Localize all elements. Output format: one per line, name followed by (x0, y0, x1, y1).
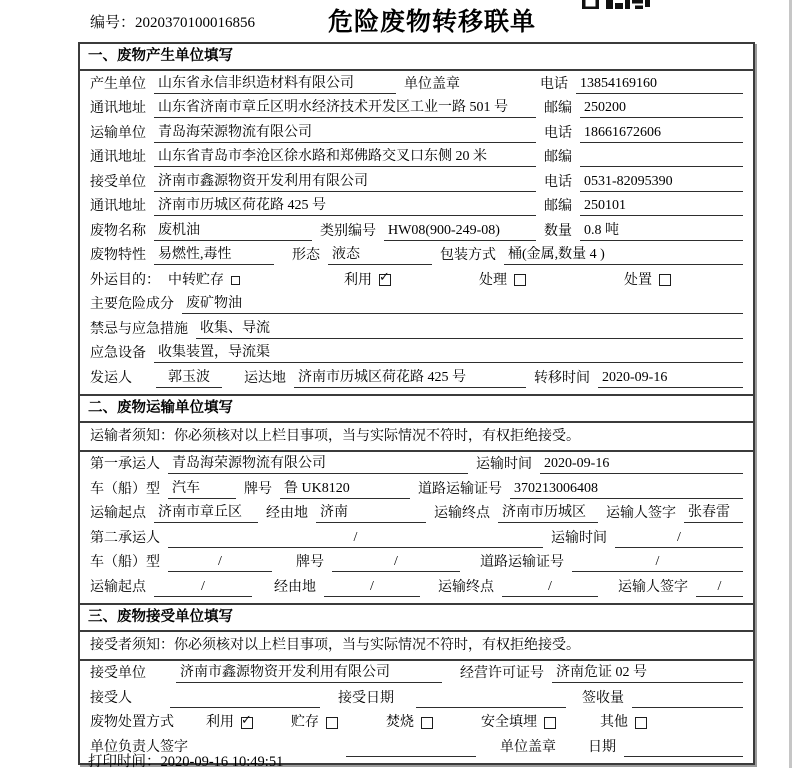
section-waste-transport-section (80, 394, 753, 603)
checkbox-field (344, 272, 391, 290)
form-row (90, 453, 743, 478)
field-value: 张春雷 (684, 504, 743, 523)
serial-value: 2020370100016856 (135, 15, 256, 31)
field-value: 18661672606 (580, 124, 743, 143)
field-value: 青岛海荣源物流有限公司 (154, 124, 536, 143)
field-value: 2020-09-16 (540, 455, 743, 474)
field-value: 收集、导流 (196, 320, 743, 339)
field-value: 山东省永信非织造材料有限公司 (154, 75, 396, 94)
field-value: 250200 (580, 99, 743, 118)
checkbox-field (386, 714, 433, 732)
field-label: 单位负责人签字 (90, 739, 188, 755)
field-value: 2020-09-16 (598, 369, 743, 388)
checkbox-label: 处理 (479, 272, 507, 288)
form-row (90, 502, 743, 527)
checkbox-label: 其他 (600, 715, 628, 730)
checkbox-label: 利用 (344, 272, 372, 288)
field-value: HW08(900-249-08) (384, 222, 536, 241)
field-label: 运输人签字 (606, 506, 676, 521)
field-value: 废机油 (154, 222, 312, 241)
field-value: 桶(金属,数量 4 ) (504, 246, 743, 265)
field-value (632, 707, 743, 708)
field-value: 郭玉波 (156, 369, 222, 388)
field-label: 产生单位 (90, 76, 146, 92)
field-value: 济南市历城区荷花路 425 号 (154, 197, 536, 216)
form-row (90, 711, 743, 736)
section-rows (80, 452, 753, 603)
field-label: 经营许可证号 (460, 666, 544, 681)
field-value: / (572, 553, 743, 572)
field-label: 牌号 (244, 481, 272, 497)
checkbox-label: 利用 (206, 715, 234, 730)
field-value: 250101 (580, 197, 743, 216)
field-value: 济南市章丘区 (154, 504, 258, 523)
section-waste-producer-section (80, 44, 753, 394)
section-rows (80, 661, 753, 763)
field-label: 接受日期 (338, 690, 394, 706)
checkbox-field (168, 272, 240, 290)
field-value: 济南 (316, 504, 426, 523)
field-label: 通讯地址 (90, 150, 146, 165)
field-value: / (502, 578, 598, 597)
form-row (90, 195, 743, 220)
field-label: 废物处置方式 (90, 715, 174, 730)
checkbox-label: 中转贮存 (168, 272, 224, 288)
print-time-value: 2020-09-16 10:49:51 (160, 754, 284, 770)
section-title: 一、废物产生单位填写 (80, 44, 753, 71)
field-value: 山东省青岛市李沧区徐水路和郑佛路交叉口东侧 20 米 (154, 148, 536, 167)
checkbox-unchecked-icon (544, 717, 556, 729)
field-label: 日期 (588, 739, 616, 755)
field-label: 邮编 (544, 150, 572, 165)
qr-code-fragment (582, 0, 650, 10)
field-label: 运输单位 (90, 125, 146, 141)
field-label: 第一承运人 (90, 457, 160, 472)
field-value: 山东省济南市章丘区明水经济技术开发区工业一路 501 号 (154, 99, 536, 118)
section-title: 二、废物运输单位填写 (80, 396, 753, 423)
form-row (90, 219, 743, 244)
form-row (90, 97, 743, 122)
field-value: 废矿物油 (182, 295, 743, 314)
checkbox-label: 贮存 (291, 715, 319, 730)
field-label: 单位盖章 (500, 739, 556, 755)
form-row (90, 366, 743, 391)
checkbox-field (481, 714, 556, 732)
field-label: 包装方式 (440, 248, 496, 263)
checkbox-label: 安全填埋 (481, 715, 537, 730)
field-value: 易燃性,毒性 (154, 246, 274, 265)
form-row (90, 72, 743, 97)
field-label: 运达地 (244, 370, 286, 386)
checkbox-field (624, 272, 671, 290)
checkbox-unchecked-icon (659, 274, 671, 286)
form-row (90, 293, 743, 318)
form-row (90, 342, 743, 367)
checkbox-checked-icon (379, 274, 391, 286)
section-title: 三、废物接受单位填写 (80, 605, 753, 632)
field-label: 电话 (544, 125, 572, 141)
form-row (90, 686, 743, 711)
field-value (624, 756, 743, 757)
manifest-table (78, 42, 755, 765)
field-value: 济南市历城区荷花路 425 号 (294, 369, 526, 388)
field-label: 牌号 (296, 555, 324, 570)
section-note: 运输者须知：你必须核对以上栏目事项，当与实际情况不符时，有权拒绝接受。 (80, 423, 753, 452)
field-label: 转移时间 (534, 370, 590, 386)
field-label: 签收量 (582, 690, 624, 706)
print-time-label: 打印时间： (88, 754, 161, 770)
form-row (90, 662, 743, 687)
checkbox-field (291, 714, 338, 732)
field-label: 外运目的： (90, 272, 160, 288)
field-value: 液态 (328, 246, 432, 265)
field-label: 邮编 (544, 199, 572, 214)
field-label: 第二承运人 (90, 530, 160, 546)
checkbox-label: 处置 (624, 272, 652, 288)
serial-label: 编号： (90, 15, 136, 31)
field-value: 370213006408 (510, 480, 743, 499)
field-value: / (324, 578, 420, 597)
field-label: 运输时间 (551, 530, 607, 546)
checkbox-field (206, 714, 253, 732)
field-value: 济南市历城区 (498, 504, 598, 523)
field-label: 废物特性 (90, 248, 146, 263)
checkbox-field (479, 272, 526, 290)
field-label: 接受单位 (90, 174, 146, 190)
field-value: 鲁 UK8120 (280, 480, 410, 499)
field-value: / (168, 529, 543, 548)
field-label: 经由地 (266, 506, 308, 521)
section-note: 接受者须知：你必须核对以上栏目事项，当与实际情况不符时，有权拒绝接受。 (80, 632, 753, 661)
field-value (580, 166, 743, 167)
field-value: / (154, 578, 252, 597)
field-label: 单位盖章 (404, 76, 460, 92)
field-value: 收集装置，导流渠 (154, 344, 743, 363)
field-label: 应急设备 (90, 346, 146, 361)
checkbox-unchecked-icon (231, 276, 240, 285)
field-value: 济南危证 02 号 (552, 664, 743, 683)
field-label: 运输终点 (434, 506, 490, 521)
form-row (90, 317, 743, 342)
page-edge-strip (789, 0, 792, 768)
field-value: / (615, 529, 743, 548)
form-row (90, 268, 743, 293)
checkbox-checked-icon (241, 717, 253, 729)
field-label: 电话 (544, 174, 572, 190)
form-row (90, 477, 743, 502)
document-header (0, 0, 796, 42)
field-label: 类别编号 (320, 223, 376, 239)
form-row (90, 551, 743, 576)
field-value: / (332, 553, 460, 572)
field-label: 运输起点 (90, 579, 146, 595)
field-label: 道路运输证号 (480, 555, 564, 570)
field-label: 邮编 (544, 101, 572, 116)
field-value: 0.8 吨 (580, 222, 743, 241)
field-value (416, 707, 566, 708)
field-value (170, 707, 320, 708)
field-value: 13854169160 (576, 75, 743, 94)
field-label: 电话 (540, 76, 568, 92)
field-label: 运输人签字 (618, 579, 688, 595)
checkbox-field (600, 714, 647, 732)
field-label: 运输时间 (476, 457, 532, 472)
checkbox-unchecked-icon (514, 274, 526, 286)
section-waste-receiver-section (80, 603, 753, 763)
checkbox-unchecked-icon (421, 717, 433, 729)
page-title: 危险废物转移联单 (327, 9, 536, 36)
field-label: 数量 (544, 223, 572, 239)
field-label: 通讯地址 (90, 199, 146, 214)
field-value: / (168, 553, 272, 572)
field-value: 青岛海荣源物流有限公司 (168, 455, 468, 474)
field-label: 运输起点 (90, 506, 146, 521)
field-label: 运输终点 (438, 579, 494, 595)
form-row (90, 170, 743, 195)
section-rows (80, 71, 753, 394)
field-label: 通讯地址 (90, 101, 146, 116)
checkbox-unchecked-icon (326, 717, 338, 729)
form-row (90, 526, 743, 551)
checkbox-label: 焚烧 (386, 715, 414, 730)
field-label: 形态 (292, 248, 320, 263)
field-label: 主要危险成分 (90, 297, 174, 312)
field-value: 汽车 (168, 480, 236, 499)
form-row (90, 575, 743, 600)
field-label: 废物名称 (90, 223, 146, 239)
form-row (90, 244, 743, 269)
field-value (346, 756, 476, 757)
field-label: 禁忌与应急措施 (90, 321, 188, 337)
form-row (90, 146, 743, 171)
field-label: 道路运输证号 (418, 481, 502, 497)
form-row (90, 121, 743, 146)
field-value: 济南市鑫源物资开发利用有限公司 (154, 173, 536, 192)
field-value: 0531-82095390 (580, 173, 743, 192)
field-label: 车（船）型 (90, 555, 160, 570)
field-label: 车（船）型 (90, 481, 160, 497)
field-label: 接受人 (90, 690, 132, 706)
field-value: / (696, 578, 743, 597)
field-value: 济南市鑫源物资开发利用有限公司 (176, 664, 442, 683)
field-label: 接受单位 (90, 666, 146, 681)
checkbox-unchecked-icon (635, 717, 647, 729)
field-label: 发运人 (90, 370, 132, 386)
field-label: 经由地 (274, 579, 316, 595)
